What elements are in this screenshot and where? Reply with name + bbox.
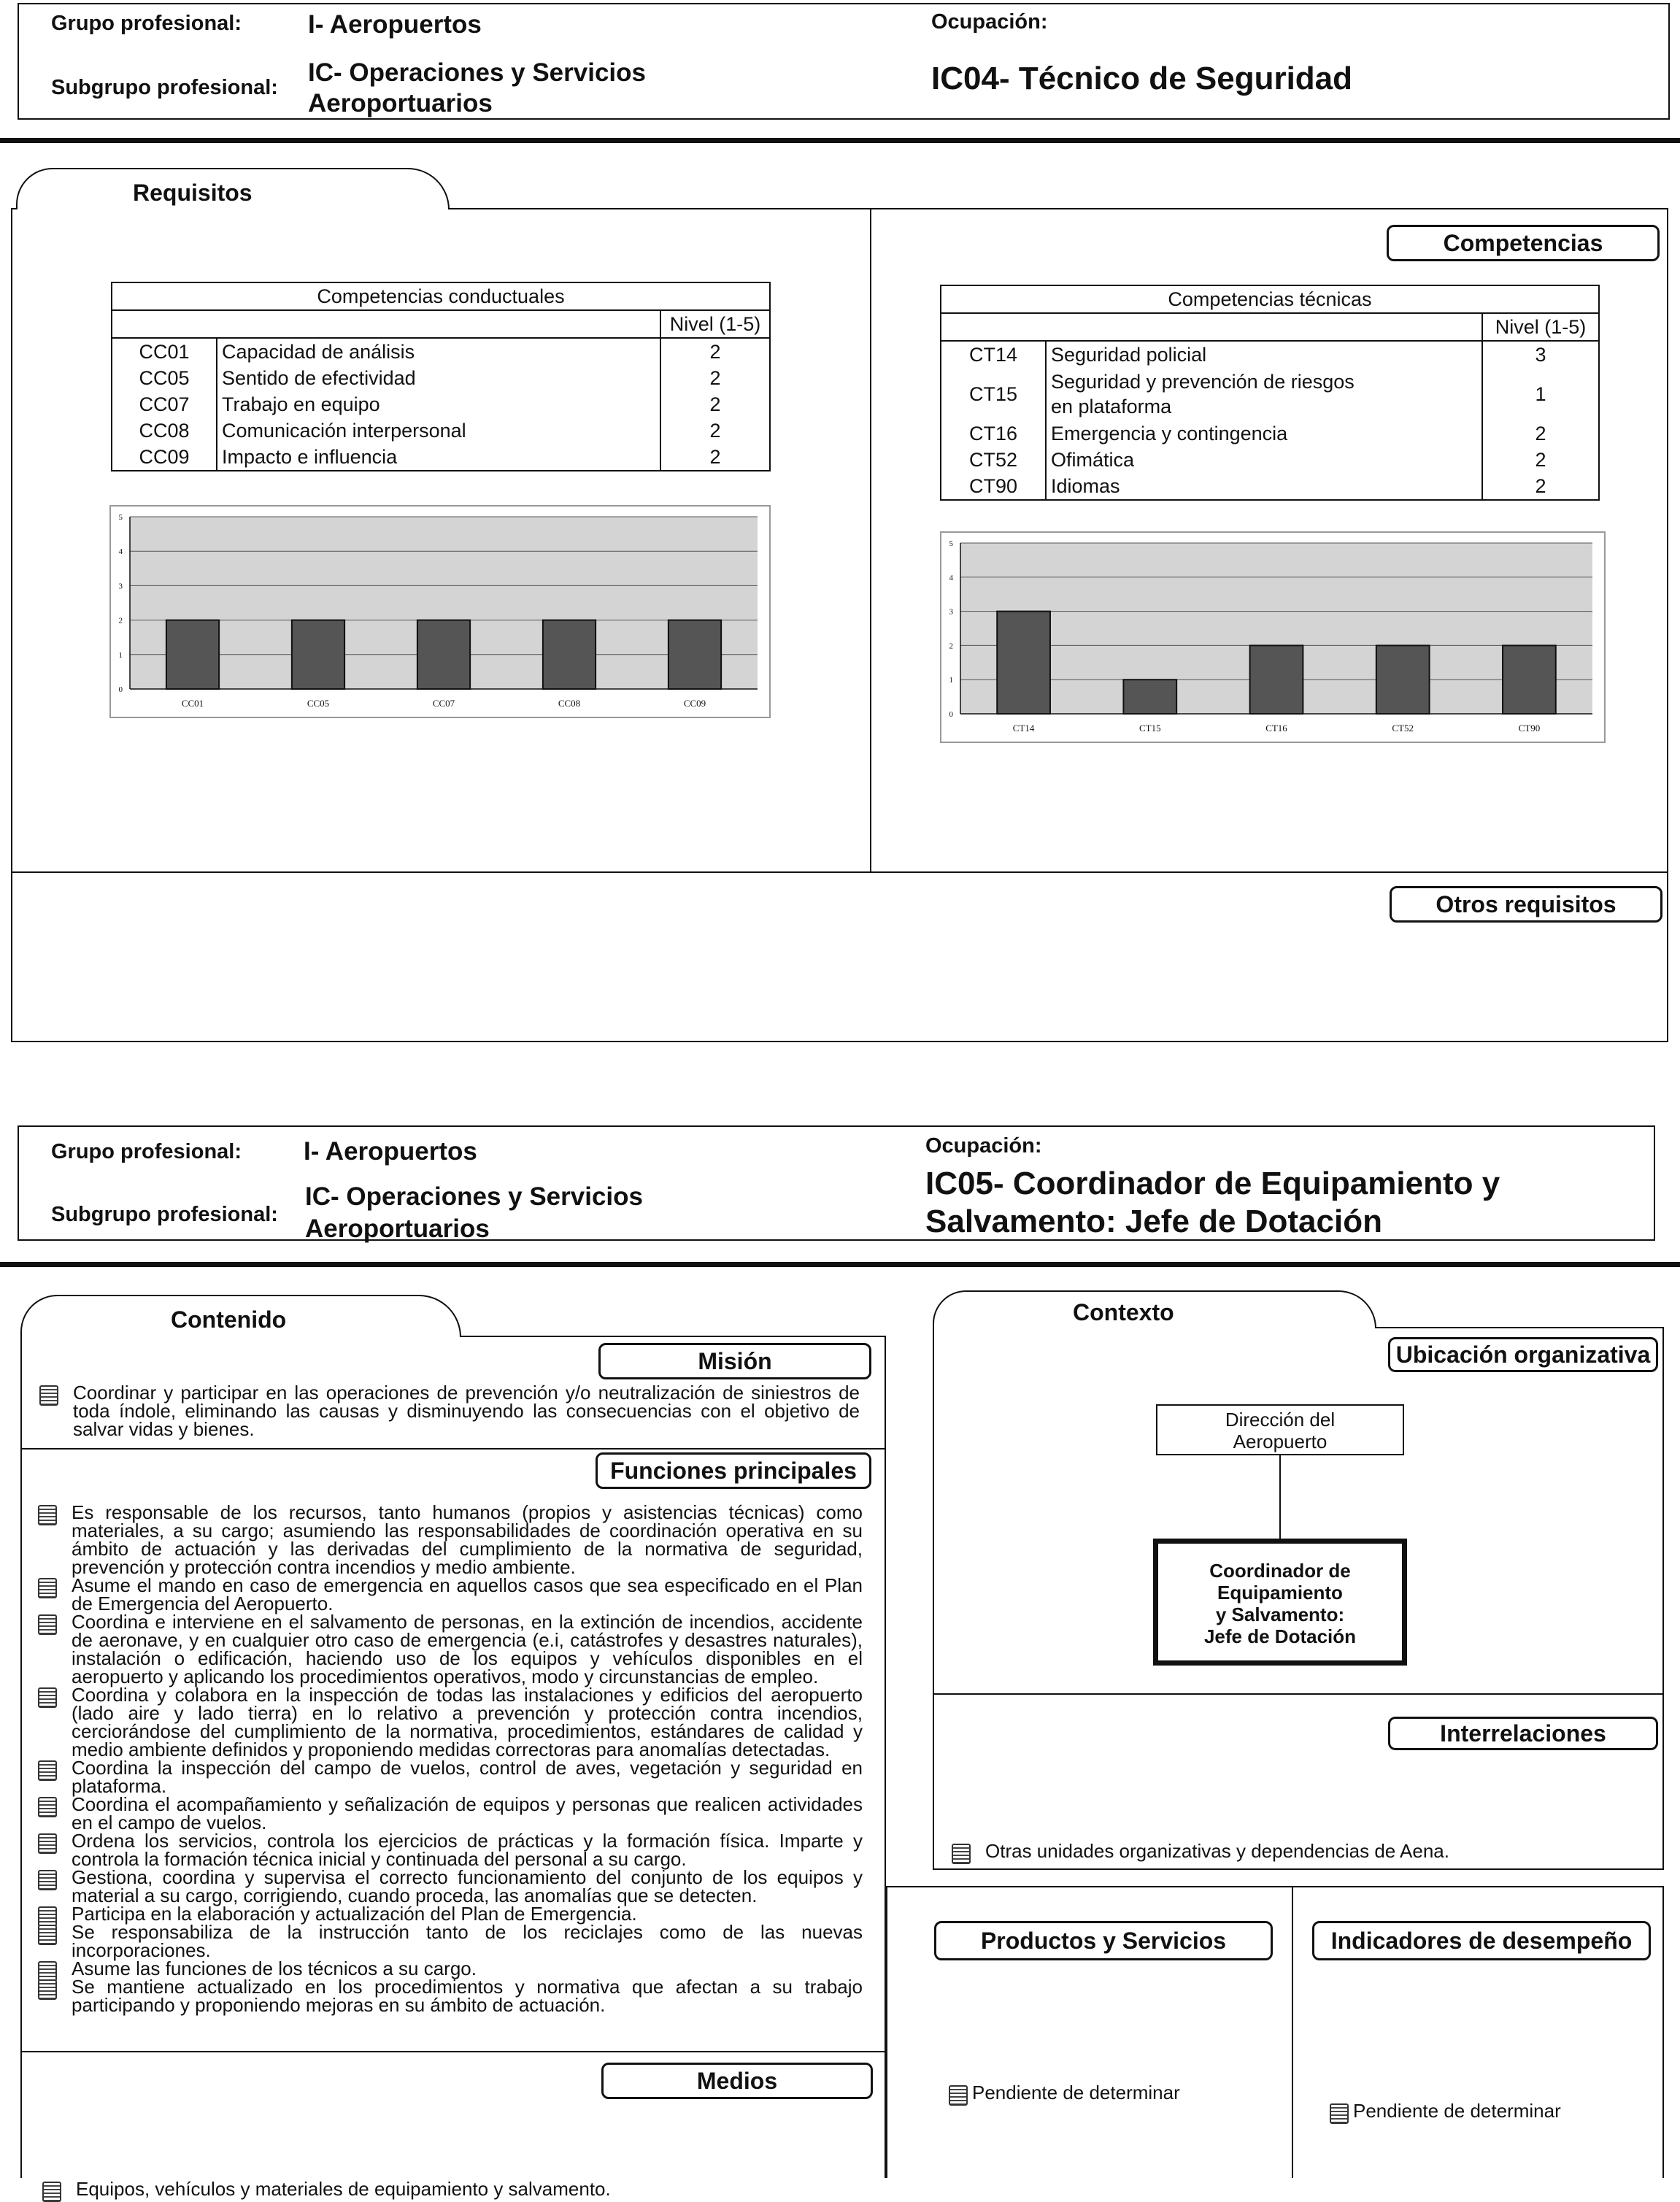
mision-pill: Misión <box>598 1343 871 1379</box>
funcion-text: Ordena los servicios, controla los ejercicios de prácticas y la formación física. Imparte y controla la formación técnica inicial y continuada del personal a su cargo. <box>72 1830 863 1870</box>
requisitos-horizontal-divider <box>11 871 1668 873</box>
subgrupo-value-2-1: IC- Operaciones y Servicios <box>305 1182 643 1211</box>
document-bullet-icon <box>949 2085 968 2106</box>
ct-code: CT16 <box>941 420 1046 447</box>
ct-level: 3 <box>1482 341 1599 368</box>
conductuales-title: Competencias conductuales <box>112 282 770 310</box>
funcion-text: Se responsabiliza de la instrucción tanto de los reciclajes como de las nuevas incorporaciones. <box>72 1921 863 1961</box>
list-item <box>35 1978 863 2014</box>
document-bullet-icon <box>39 1385 58 1406</box>
medios-pill: Medios <box>601 2063 873 2099</box>
cc-name: Comunicación interpersonal <box>217 417 660 444</box>
tecnicas-table-wrap <box>940 285 1600 501</box>
x-tick-label: CC09 <box>683 698 706 709</box>
ct-code: CT15 <box>941 368 1046 420</box>
bar <box>166 620 219 689</box>
cc-name: Trabajo en equipo <box>217 391 660 417</box>
ct-name: Seguridad y prevención de riesgos <box>1051 371 1355 393</box>
contexto-divider <box>933 1693 1664 1695</box>
subgrupo-label-2: Subgrupo profesional: <box>51 1203 278 1226</box>
org-coord-line4: Jefe de Dotación <box>1203 1625 1357 1647</box>
list-item <box>35 1795 863 1832</box>
cc-level: 2 <box>660 391 770 417</box>
indicadores-body: Pendiente de determinar <box>1353 2100 1561 2122</box>
ocupacion-value-2-2: Salvamento: Jefe de Dotación <box>925 1204 1382 1239</box>
ct-name: Ofimática <box>1046 447 1482 473</box>
cc-name: Sentido de efectividad <box>217 365 660 391</box>
document-bullet-icon <box>42 2182 61 2202</box>
ocupacion-label: Ocupación: <box>931 10 1048 34</box>
tecnicas-title: Competencias técnicas <box>941 285 1599 313</box>
tecnicas-table <box>940 285 1600 501</box>
requisitos-vertical-divider <box>870 208 871 873</box>
list-item <box>35 1868 863 1905</box>
y-tick-label: 5 <box>949 539 953 548</box>
list-item <box>35 1923 863 1960</box>
productos-text <box>946 2084 1267 2102</box>
ocupacion-value-2-1: IC05- Coordinador de Equipamiento y <box>925 1166 1500 1201</box>
bar <box>668 620 721 689</box>
medios-text <box>39 2180 857 2198</box>
indicadores-text <box>1327 2102 1648 2120</box>
funcion-text: Gestiona, coordina y supervisa el correcto funcionamiento del conjunto de los equipos y material a su cargo, corrigiendo, cuando proceda, las anomalías que se detecten. <box>72 1866 863 1906</box>
contenido-tab-label: Contenido <box>171 1306 287 1333</box>
table-row <box>941 341 1599 368</box>
y-tick-label: 5 <box>118 513 123 522</box>
grupo-label-2: Grupo profesional: <box>51 1140 242 1163</box>
x-tick-label: CT52 <box>1392 723 1414 734</box>
table-row <box>941 420 1599 447</box>
document-bullet-icon <box>1330 2103 1349 2124</box>
list-item <box>35 1759 863 1795</box>
grupo-value-2: I- Aeropuertos <box>304 1137 477 1166</box>
document-bullet-icon <box>38 1578 57 1598</box>
funcion-text: Participa en la elaboración y actualización del Plan de Emergencia. <box>72 1903 637 1925</box>
table-row <box>941 473 1599 500</box>
x-tick-label: CC01 <box>181 698 204 709</box>
org-direccion-line2: Aeropuerto <box>1233 1431 1328 1452</box>
ct-code: CT14 <box>941 341 1046 368</box>
document-bullet-icon <box>38 1833 57 1854</box>
header-divider-2 <box>0 1262 1680 1267</box>
medios-body: Equipos, vehículos y materiales de equipamiento y salvamento. <box>76 2178 611 2200</box>
org-connector <box>1279 1455 1281 1540</box>
contenido-tab <box>20 1295 461 1337</box>
x-tick-label: CT15 <box>1138 723 1161 734</box>
mision-body: Coordinar y participar en las operaciones de prevención y/o neutralización de siniestros de toda índole, eliminando las causas y disminuyendo las consecuencias con el objetivo de salvar vidas y bienes. <box>73 1382 860 1440</box>
document-bullet-icon <box>38 1614 57 1635</box>
contexto-tab <box>933 1290 1376 1328</box>
contexto-tab-label: Contexto <box>1073 1299 1174 1325</box>
bar <box>997 612 1050 714</box>
ct-level: 2 <box>1482 473 1599 500</box>
conductuales-chart <box>109 505 771 718</box>
requisitos-tab <box>16 168 450 209</box>
funcion-text: Asume el mando en caso de emergencia en aquellos casos que sea especificado en el Plan de Emergencia del Aeropuerto. <box>72 1574 863 1614</box>
funcion-text: Coordina el acompañamiento y señalización de equipos y personas que realicen actividades en el campo de vuelos. <box>72 1793 863 1833</box>
cc-code: CC01 <box>112 338 217 365</box>
org-coord-line3: y Salvamento: <box>1215 1604 1345 1625</box>
y-tick-label: 2 <box>949 642 953 651</box>
conductuales-table <box>111 282 771 471</box>
productos-body: Pendiente de determinar <box>972 2082 1180 2103</box>
ct-name: Idiomas <box>1046 473 1482 500</box>
bar <box>1123 680 1176 714</box>
bar <box>1503 645 1556 714</box>
ct-level: 2 <box>1482 420 1599 447</box>
mision-text <box>36 1384 860 1439</box>
y-tick-label: 3 <box>118 582 123 591</box>
subgrupo-value-2: Aeroportuarios <box>308 89 493 118</box>
interrelaciones-text <box>949 1842 1635 1860</box>
funcion-text: Coordina la inspección del campo de vuelos, control de aves, vegetación y seguridad en plataforma. <box>72 1757 863 1797</box>
header-box-ic04 <box>18 3 1670 120</box>
interrelaciones-pill: Interrelaciones <box>1388 1717 1658 1750</box>
grupo-value: I- Aeropuertos <box>308 10 482 39</box>
subgrupo-value-1: IC- Operaciones y Servicios <box>308 58 646 87</box>
org-box-coordinador <box>1153 1539 1407 1666</box>
document-bullet-icon <box>38 1760 57 1781</box>
funcion-text: Se mantiene actualizado en los procedimientos y normativa que afectan a su trabajo participando y proponiendo mejoras en su ámbito de actuación. <box>72 1976 863 2016</box>
x-tick-label: CC05 <box>307 698 330 709</box>
funcion-text: Es responsable de los recursos, tanto humanos (propios y asistencias técnicas) como materiales, a su cargo; asumiendo las responsabilidades de coordinación operativa en su ámbito de actuación y las derivadas del cumplimiento de la normativa de seguridad, prevención y protección contra incendios y medio ambiente. <box>72 1501 863 1578</box>
interrelaciones-body: Otras unidades organizativas y dependencias de Aena. <box>985 1840 1449 1862</box>
tecnicas-chart-svg <box>941 533 1604 742</box>
conductuales-table-wrap <box>111 282 771 471</box>
document-bullet-icon <box>38 1870 57 1890</box>
cc-name: Impacto e influencia <box>217 444 660 471</box>
list-item <box>35 1574 863 1614</box>
bar <box>1250 645 1303 714</box>
contenido-divider-2 <box>20 2051 886 2052</box>
document-bullet-icon <box>38 1979 57 2000</box>
cc-level: 2 <box>660 417 770 444</box>
tecnicas-chart <box>940 531 1606 743</box>
subgrupo-label: Subgrupo profesional: <box>51 76 278 99</box>
ct-name-line2: en plataforma <box>1051 396 1172 417</box>
ocupacion-value: IC04- Técnico de Seguridad <box>931 61 1353 96</box>
y-tick-label: 3 <box>949 607 953 617</box>
org-box-direccion <box>1156 1404 1404 1455</box>
bar <box>543 620 596 689</box>
list-item <box>35 1832 863 1868</box>
cc-code: CC05 <box>112 365 217 391</box>
y-tick-label: 1 <box>949 676 953 685</box>
productos-servicios-pill: Productos y Servicios <box>934 1921 1273 1960</box>
document-bullet-icon <box>38 1925 57 1945</box>
bar <box>417 620 470 689</box>
table-row <box>941 447 1599 473</box>
indicadores-desempeno-pill: Indicadores de desempeño <box>1312 1921 1651 1960</box>
cc-level: 2 <box>660 365 770 391</box>
table-row <box>112 365 770 391</box>
productos-indicadores-divider <box>1292 1886 1293 2178</box>
cc-level: 2 <box>660 338 770 365</box>
conductuales-nivel-header: Nivel (1-5) <box>660 310 770 338</box>
list-item <box>35 1686 863 1759</box>
document-bullet-icon <box>952 1844 971 1864</box>
ct-name: Seguridad policial <box>1046 341 1482 368</box>
header-divider <box>0 138 1680 143</box>
funcion-text: Coordina y colabora en la inspección de todas las instalaciones y edificios del aeropuerto (lado aire y lado tierra) en lo relativo a prevención y protección contra incendios, cerciorándose del cumplimiento de la normativa, procedimientos, estándares de calidad y medio ambiente definidos y proponiendo medidas correctoras para anomalías detectadas. <box>72 1684 863 1760</box>
cc-level: 2 <box>660 444 770 471</box>
y-tick-label: 4 <box>949 573 953 582</box>
table-row <box>941 368 1599 420</box>
ct-code: CT90 <box>941 473 1046 500</box>
funciones-list <box>35 1501 863 2016</box>
tecnicas-nivel-header: Nivel (1-5) <box>1482 313 1599 341</box>
y-tick-label: 4 <box>118 547 123 557</box>
bar <box>292 620 344 689</box>
subgrupo-value-2-2: Aeroportuarios <box>305 1214 490 1243</box>
org-coord-line1: Coordinador de <box>1209 1560 1351 1582</box>
y-tick-label: 1 <box>118 650 123 660</box>
funcion-text: Asume las funciones de los técnicos a su cargo. <box>72 1957 477 1979</box>
table-row <box>112 338 770 365</box>
cc-code: CC08 <box>112 417 217 444</box>
org-coord-line2: Equipamiento <box>1217 1582 1343 1604</box>
ct-name: Emergencia y contingencia <box>1046 420 1482 447</box>
competencias-pill: Competencias <box>1387 225 1660 261</box>
x-tick-label: CT14 <box>1012 723 1035 734</box>
y-tick-label: 0 <box>118 685 123 694</box>
grupo-label: Grupo profesional: <box>51 12 242 35</box>
table-row <box>112 444 770 471</box>
ct-code: CT52 <box>941 447 1046 473</box>
table-row <box>112 417 770 444</box>
conductuales-chart-svg <box>111 507 769 717</box>
list-item <box>35 1501 863 1578</box>
document-bullet-icon <box>38 1797 57 1817</box>
y-tick-label: 2 <box>118 616 123 625</box>
document-bullet-icon <box>38 1687 57 1708</box>
org-direccion-line1: Dirección del <box>1225 1409 1336 1431</box>
bar <box>1376 645 1430 714</box>
list-item <box>35 1613 863 1686</box>
ocupacion-label-2: Ocupación: <box>925 1134 1042 1158</box>
y-tick-label: 0 <box>949 710 953 719</box>
x-tick-label: CT16 <box>1265 723 1287 734</box>
ct-level: 1 <box>1482 368 1599 420</box>
x-tick-label: CC07 <box>432 698 455 709</box>
requisitos-tab-label: Requisitos <box>133 180 253 206</box>
ubicacion-organizativa-pill: Ubicación organizativa <box>1388 1337 1658 1372</box>
table-row <box>112 391 770 417</box>
x-tick-label: CT90 <box>1518 723 1541 734</box>
cc-name: Capacidad de análisis <box>217 338 660 365</box>
funcion-text: Coordina e interviene en el salvamento de personas, en la extinción de incendios, accidente de aeronave, y en cualquier otro caso de emergencia (e.i, catástrofes y desastres naturales), instalación o edificación, haciendo uso de los equipos y vehículos disponibles en el aeropuerto y aplicando los procedimientos operativos, modo y circunstancias de empleo. <box>72 1611 863 1687</box>
ct-level: 2 <box>1482 447 1599 473</box>
funciones-principales-pill: Funciones principales <box>596 1452 871 1489</box>
cc-code: CC09 <box>112 444 217 471</box>
cc-code: CC07 <box>112 391 217 417</box>
document-bullet-icon <box>38 1505 57 1525</box>
otros-requisitos-pill: Otros requisitos <box>1390 886 1662 923</box>
x-tick-label: CC08 <box>558 698 581 709</box>
contenido-divider-1 <box>20 1448 886 1450</box>
